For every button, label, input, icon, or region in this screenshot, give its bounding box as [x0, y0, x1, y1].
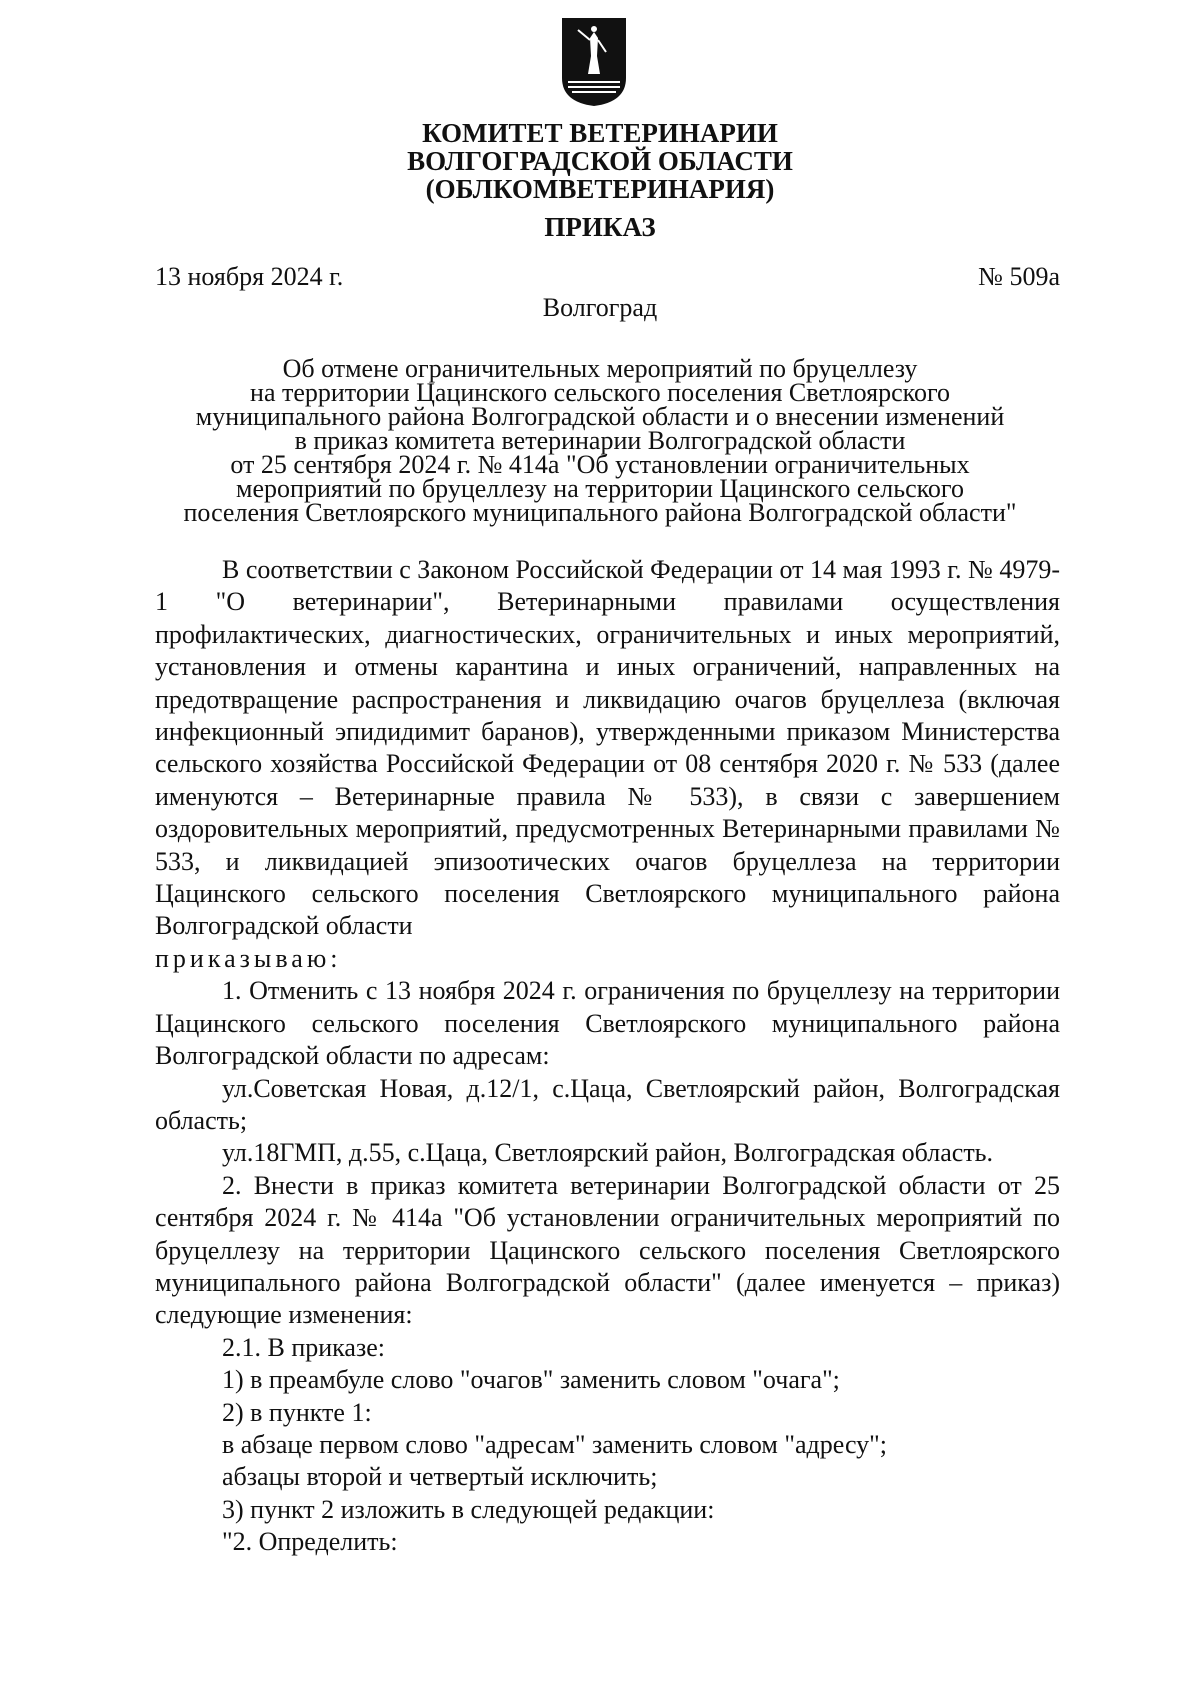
order-word: приказываю:	[155, 943, 342, 973]
title-line: мероприятий по бруцеллезу на территории Цацинского сельского	[236, 474, 964, 503]
org-name-line-2: ВОЛГОГРАДСКОЙ ОБЛАСТИ	[407, 146, 793, 176]
address-2: ул.18ГМП, д.55, с.Цаца, Светлоярский район, Волгоградская область.	[222, 1138, 994, 1168]
org-name-line-3: (ОБЛКОМВЕТЕРИНАРИЯ)	[425, 174, 775, 204]
city-name: Волгоград	[542, 293, 658, 322]
coat-of-arms-emblem	[560, 16, 628, 108]
org-name-line-1: КОМИТЕТ ВЕТЕРИНАРИИ	[422, 118, 778, 148]
order-number: № 509а	[978, 262, 1060, 291]
address-1: ул.Советская Новая, д.12/1, с.Цаца, Светлоярский район, Волгоградская область;	[155, 1073, 1060, 1135]
title-line: поселения Светлоярского муниципального района Волгоградской области"	[183, 498, 1017, 527]
preamble-paragraph: В соответствии с Законом Российской Федерации от 14 мая 1993 г. № 4979-1 "О ветеринарии", Ветеринарными правилами осуществления профилактических, диагностических, ограничительных и иных мероприятий, установления и отмены карантина и иных ограничений, направленных на предотвращение распространения и ликвидацию очагов бруцеллеза (включая инфекционный эпидидимит баранов), утвержденными приказом Министерства сельского хозяйства Российской Федерации от 08 сентября 2020 г. № 533 (далее именуются – Ветеринарные правила № 533), в связи с завершением оздоровительных мероприятий, предусмотренных Ветеринарными правилами № 533, и ликвидацией эпизоотических очагов бруцеллеза на территории Цацинского сельского поселения Светлоярского муниципального района Волгоградской области	[155, 555, 1060, 941]
item-1-paragraph: 1. Отменить с 13 ноября 2024 г. ограничения по бруцеллезу на территории Цацинского сельского поселения Светлоярского муниципального района Волгоградской области по адресам:	[155, 976, 1060, 1071]
item-2-paragraph: 2. Внести в приказ комитета ветеринарии Волгоградской области от 25 сентября 2024 г. № 414а "Об установлении ограничительных мероприятий по бруцеллезу на территории Цацинского сельского поселения Светлоярского муниципального района Волгоградской области" (далее именуется – приказ) следующие изменения:	[155, 1170, 1060, 1330]
sub-item: 1) в преамбуле слово "очагов" заменить словом "очага";	[222, 1365, 840, 1395]
coat-of-arms-icon	[560, 16, 628, 108]
order-date: 13 ноября 2024 г.	[155, 262, 344, 291]
sub-item: абзацы второй и четвертый исключить;	[222, 1462, 658, 1492]
sub-item: 2.1. В приказе:	[222, 1332, 385, 1362]
doc-type-heading: ПРИКАЗ	[544, 212, 656, 242]
sub-item: в абзаце первом слово "адресам" заменить словом "адресу";	[222, 1429, 887, 1459]
sub-item: "2. Определить:	[222, 1527, 398, 1557]
title-line: в приказ комитета ветеринарии Волгоградской области	[294, 426, 906, 455]
title-line: Об отмене ограничительных мероприятий по бруцеллезу	[282, 354, 918, 383]
sub-item: 2) в пункте 1:	[222, 1397, 372, 1427]
order-body	[155, 554, 1060, 1559]
title-line: от 25 сентября 2024 г. № 414а "Об установлении ограничительных	[230, 450, 970, 479]
title-line: на территории Цацинского сельского поселения Светлоярского	[250, 378, 950, 407]
title-line: муниципального района Волгоградской области и о внесении изменений	[195, 402, 1005, 431]
order-title	[140, 354, 1060, 527]
sub-item: 3) пункт 2 изложить в следующей редакции:	[222, 1494, 715, 1524]
